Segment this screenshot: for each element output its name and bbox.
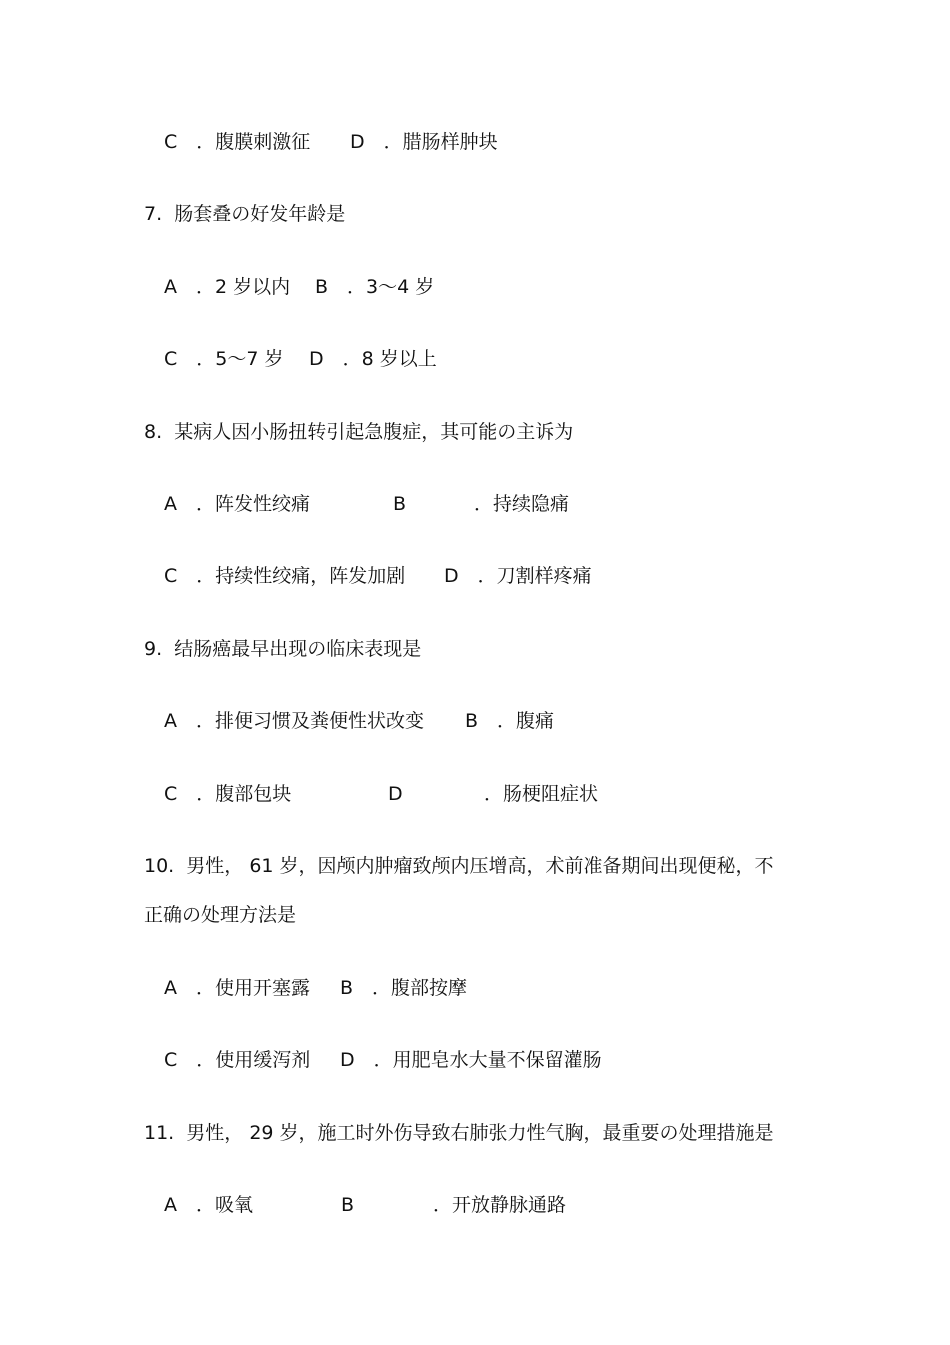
option-line bbox=[164, 1193, 567, 1217]
option-a: A ．吸氧 bbox=[164, 1194, 253, 1216]
question-10: 10. 男性， 61 岁，因颅内肿瘤致颅内压增高，术前准备期间出现便秘，不 bbox=[144, 855, 774, 877]
option-d: D ．腊肠样肿块 bbox=[350, 131, 498, 153]
question-9: 9. 结肠癌最早出现の临床表现是 bbox=[144, 638, 422, 660]
option-d: D ．用肥皂水大量不保留灌肠 bbox=[340, 1049, 602, 1071]
question-11: 11. 男性， 29 岁，施工时外伤导致右肺张力性气胸，最重要の处理措施是 bbox=[144, 1122, 774, 1144]
option-b-text: ．开放静脉通路 bbox=[433, 1194, 567, 1216]
option-b: B ．腹部按摩 bbox=[340, 977, 468, 999]
option-line bbox=[164, 492, 570, 516]
option-d-text: ．肠梗阻症状 bbox=[484, 783, 599, 805]
option-line bbox=[164, 782, 599, 806]
option-a: A ．使用开塞露 bbox=[164, 977, 310, 999]
question-10-continued: 正确の处理方法是 bbox=[144, 904, 297, 926]
option-b: B ．腹痛 bbox=[465, 710, 555, 732]
option-d: D ．8 岁以上 bbox=[309, 348, 437, 370]
option-c: C ．腹部包块 bbox=[164, 783, 292, 805]
option-line bbox=[164, 275, 435, 299]
option-a: A ．2 岁以内 bbox=[164, 276, 291, 298]
option-d-letter: D bbox=[388, 783, 403, 805]
option-c: C ．使用缓泻剂 bbox=[164, 1049, 311, 1071]
option-line bbox=[164, 564, 592, 588]
option-a: A ．阵发性绞痛 bbox=[164, 493, 310, 515]
option-line bbox=[164, 347, 437, 371]
option-b-text: ．持续隐痛 bbox=[474, 493, 570, 515]
option-c: C ．5～7 岁 bbox=[164, 348, 284, 370]
option-line bbox=[164, 1048, 602, 1072]
question-8: 8. 某病人因小肠扭转引起急腹症，其可能の主诉为 bbox=[144, 421, 574, 443]
option-b-letter: B bbox=[393, 493, 407, 515]
option-line bbox=[164, 130, 498, 154]
option-a: A ．排便习惯及粪便性状改变 bbox=[164, 710, 424, 732]
question-7: 7. 肠套叠の好发年龄是 bbox=[144, 203, 346, 225]
option-d: D ．刀割样疼痛 bbox=[444, 565, 592, 587]
option-line bbox=[164, 709, 555, 733]
option-line bbox=[164, 976, 468, 1000]
option-b-letter: B bbox=[341, 1194, 355, 1216]
option-c: C ．持续性绞痛，阵发加剧 bbox=[164, 565, 406, 587]
option-b: B ．3～4 岁 bbox=[315, 276, 435, 298]
option-c: C ．腹膜刺激征 bbox=[164, 131, 311, 153]
